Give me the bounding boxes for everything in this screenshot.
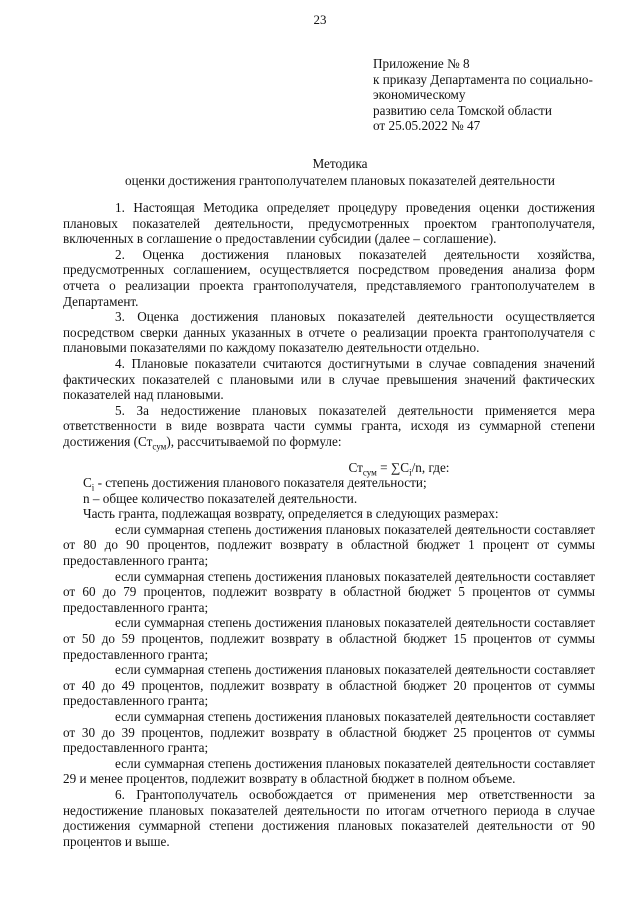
paragraph-5 (63, 403, 595, 450)
p5-text-a: 5. За недостижение плановых показателей деятельности применяется мера ответственности в виде возврата части суммы гранта, исходя из суммарной степени достижения (Ст (63, 402, 595, 449)
document-body (63, 200, 595, 849)
formula-part-a: Ст (348, 459, 363, 475)
document-title: Методика (312, 156, 368, 171)
appendix-line: к приказу Департамента по социально- (373, 71, 593, 87)
refund-rule-5: если суммарная степень достижения плановых показателей деятельности составляет от 30 до 39 процентов, подлежит возврату в областной бюджет 25 процентов от суммы предоставленного гранта; (63, 709, 595, 756)
formula-sub-1: сум (362, 467, 377, 478)
ci-subscript: i (91, 482, 95, 493)
paragraph-1: 1. Настоящая Методика определяет процедуру проведения оценки достижения плановых показателей деятельности, предусмотренных проектом грантополучателя, включенных в соглашение о предоставлении субсидии (далее – соглашение). (63, 200, 595, 247)
ci-definition (63, 475, 595, 491)
ci-part-a: C (83, 475, 92, 491)
p5-text-b: ), рассчитываемой по формуле: (166, 433, 342, 449)
appendix-line: от 25.05.2022 № 47 (373, 118, 481, 133)
part-grant-text: Часть гранта, подлежащая возврату, определяется в следующих размерах: (83, 506, 499, 522)
ci-part-b: - степень достижения планового показателя деятельности; (94, 475, 427, 491)
refund-rule-4: если суммарная степень достижения плановых показателей деятельности составляет от 40 до 49 процентов, подлежит возврату в областной бюджет 20 процентов от суммы предоставленного гранта; (63, 662, 595, 709)
appendix-line: развитию села Томской области (373, 102, 552, 118)
refund-rule-1: если суммарная степень достижения плановых показателей деятельности составляет от 80 до 90 процентов, подлежит возврату в областной бюджет 1 процент от суммы предоставленного гранта; (63, 521, 595, 569)
refund-rule-6: если суммарная степень достижения плановых показателей деятельности составляет 29 и менее процентов, подлежит возврату в областной бюджет в полном объеме. (63, 755, 595, 787)
p5-subscript: сум (152, 441, 167, 452)
document-subtitle: оценки достижения грантополучателем плановых показателей деятельности (125, 173, 555, 188)
appendix-line: Приложение № 8 (373, 56, 470, 71)
paragraph-2: 2. Оценка достижения плановых показателей деятельности хозяйства, предусмотренных соглашением, осуществляется посредством проведения анализа форм отчета о реализации проекта грантополучателя, представляемого грантополучателем в Департамент. (63, 246, 595, 309)
paragraph-3: 3. Оценка достижения плановых показателей деятельности осуществляется посредством сверки данных указанных в отчете о реализации проекта грантополучателя с плановыми показателями по каждому показателю деятельности отдельно. (63, 309, 595, 356)
appendix-block (373, 56, 623, 134)
formula (63, 460, 595, 476)
paragraph-4: 4. Плановые показатели считаются достигнутыми в случае совпадения значений фактических показателей с плановыми или в случае превышения значений фактических показателей над плановыми. (63, 355, 595, 403)
formula-part-b: = ∑C (376, 459, 410, 475)
page-number: 23 (313, 12, 327, 27)
refund-rule-3: если суммарная степень достижения плановых показателей деятельности составляет от 50 до 59 процентов, подлежит возврату в областной бюджет 15 процентов от суммы предоставленного гранта; (63, 615, 595, 662)
n-definition: n – общее количество показателей деятельности. (83, 490, 358, 506)
appendix-line: экономическому (373, 87, 466, 102)
refund-rule-2: если суммарная степень достижения плановых показателей деятельности составляет от 60 до 79 процентов, подлежит возврату в областной бюджет 5 процентов от суммы предоставленного гранта; (63, 568, 595, 615)
formula-sub-2: i (409, 467, 412, 478)
paragraph-6: 6. Грантополучатель освобождается от применения мер ответственности за недостижение плановых показателей деятельности по итогам отчетного периода в случае достижения суммарной степени достижения плановых показателей деятельности от 90 процентов и выше. (63, 786, 595, 849)
formula-part-c: /n, где: (411, 459, 450, 475)
